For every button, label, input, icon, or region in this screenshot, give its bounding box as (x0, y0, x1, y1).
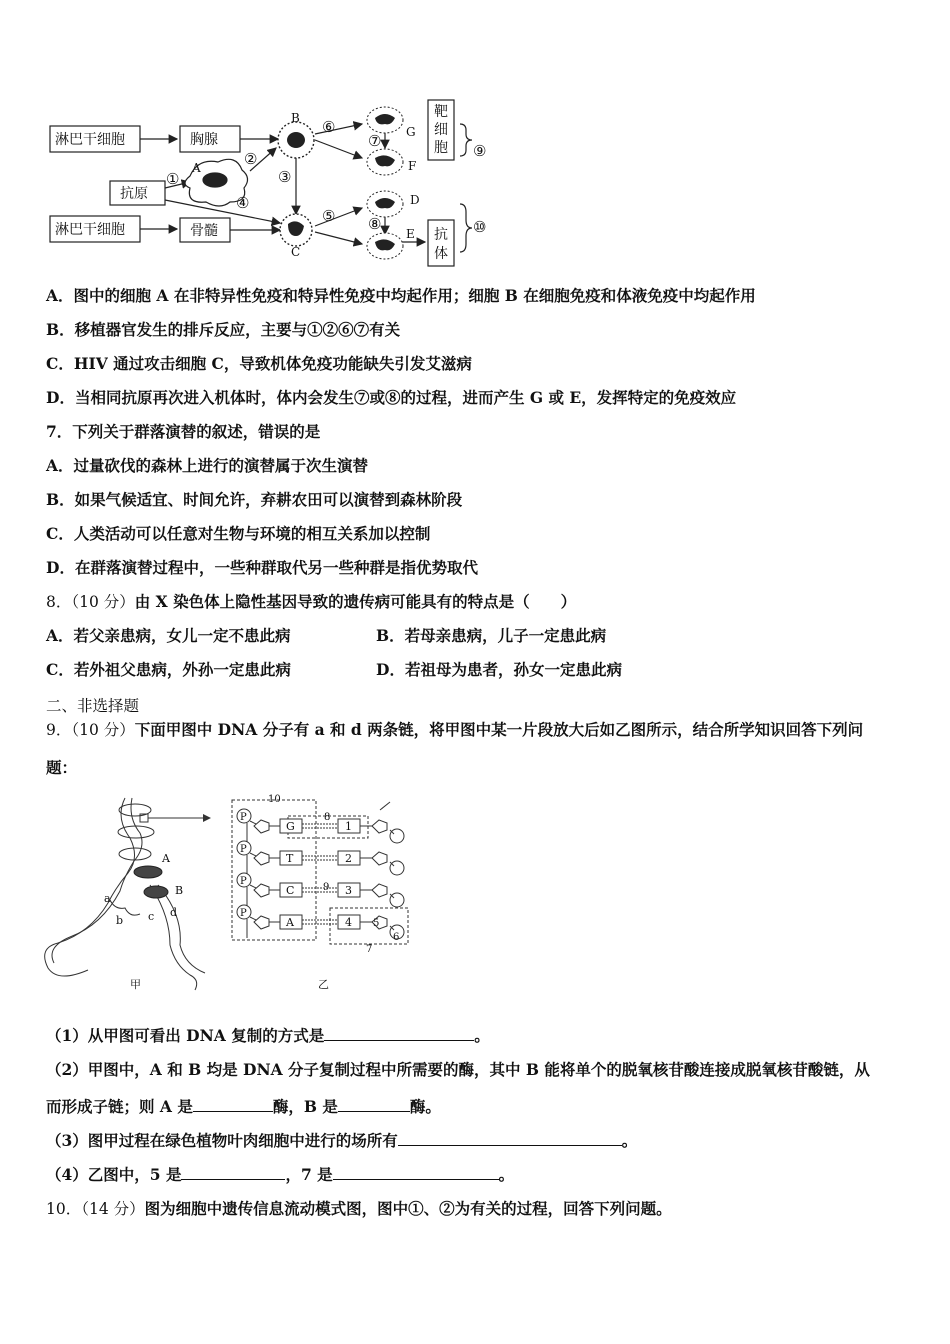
svg-text:乙: 乙 (318, 978, 329, 991)
cell-C (280, 214, 312, 246)
svg-text:⑦: ⑦ (368, 132, 382, 150)
svg-text:甲: 甲 (130, 978, 141, 991)
q9-stem-text: 下面甲图中 DNA 分子有 a 和 d 两条链，将甲图中某一片段放大后如乙图所示，结合所学知识回答下列问 (134, 720, 864, 739)
svg-text:9: 9 (323, 882, 330, 893)
base-right: 1 (345, 820, 352, 833)
answer-blank-4a[interactable] (181, 1165, 285, 1180)
q8-option-c: C．若外祖父患病，外孙一定患此病 (46, 660, 291, 679)
q10-stem (46, 1199, 672, 1219)
q6-option-a: A．图中的细胞 A 在非特异性免疫和特异性免疫中均起作用；细胞 B 在细胞免疫和体液免疫中均起作用 (46, 286, 756, 305)
svg-text:⑤: ⑤ (322, 207, 336, 225)
answer-blank-4b[interactable] (333, 1165, 499, 1180)
svg-text:⑥: ⑥ (322, 118, 336, 136)
svg-text:淋巴干细胞: 淋巴干细胞 (55, 132, 125, 148)
svg-text:淋巴干细胞: 淋巴干细胞 (55, 222, 125, 238)
q8-option-a: A．若父亲患病，女儿一定不患此病 (46, 626, 291, 645)
base-right: 2 (345, 852, 352, 865)
svg-text:B: B (291, 111, 300, 125)
q8-number: 8．（10 分） (46, 593, 135, 611)
q8-stem (46, 592, 576, 612)
svg-text:③: ③ (278, 168, 292, 186)
base-left: C (286, 884, 295, 897)
svg-text:8: 8 (324, 812, 331, 823)
answer-blank-3[interactable] (398, 1131, 622, 1146)
svg-text:抗: 抗 (434, 227, 448, 243)
svg-text:①: ① (166, 170, 180, 188)
svg-text:G: G (406, 125, 416, 139)
q8-stem-text: 由 X 染色体上隐性基因导致的遗传病可能具有的特点是（ ） (134, 592, 577, 611)
q9-part3: （3）图甲过程在绿色植物叶肉细胞中进行的场所有 。 (46, 1131, 638, 1150)
base-left: G (286, 820, 295, 833)
q10-number: 10．（14 分） (46, 1200, 145, 1218)
q9-part2-line1: （2）甲图中，A 和 B 均是 DNA 分子复制过程中所需要的酶，其中 B 能将单个的脱氧核苷酸连接成脱氧核苷酸链，从 (46, 1060, 870, 1079)
phosphate-label: P (240, 908, 247, 919)
q9-stem-line1 (46, 720, 863, 740)
nucleotide-pair-row (237, 873, 404, 907)
svg-text:靶: 靶 (434, 104, 448, 120)
q7-stem: 7．下列关于群落演替的叙述，错误的是 (46, 422, 321, 441)
svg-text:b: b (116, 914, 124, 927)
answer-blank-2b[interactable] (338, 1097, 410, 1112)
svg-text:10: 10 (268, 794, 281, 805)
dna-replication-jia (45, 798, 210, 990)
cell-B (278, 122, 314, 158)
svg-text:体: 体 (434, 246, 448, 262)
svg-text:胸腺: 胸腺 (190, 132, 218, 148)
enzyme-A (134, 866, 162, 878)
svg-text:a: a (104, 892, 111, 905)
q6-option-b: B．移植器官发生的排斥反应，主要与①②⑥⑦有关 (46, 320, 401, 339)
svg-text:抗原: 抗原 (120, 186, 148, 202)
dna-diagram (40, 790, 420, 1000)
svg-text:6: 6 (393, 932, 400, 943)
base-left: T (286, 852, 294, 865)
answer-blank-1[interactable] (324, 1026, 474, 1041)
svg-text:E: E (406, 227, 415, 241)
svg-text:D: D (410, 193, 420, 207)
q6-option-c: C．HIV 通过攻击细胞 C，导致机体免疫功能缺失引发艾滋病 (46, 354, 472, 373)
q6-option-d: D．当相同抗原再次进入机体时，体内会发生⑦或⑧的过程，进而产生 G 或 E，发挥特定的免疫效应 (46, 388, 737, 407)
q9-part4: （4）乙图中，5 是 ，7 是 。 (46, 1165, 515, 1184)
q9-part1: （1）从甲图可看出 DNA 复制的方式是 。 (46, 1026, 490, 1045)
svg-text:④: ④ (236, 194, 250, 212)
svg-text:A: A (162, 852, 170, 865)
svg-text:d: d (170, 906, 178, 919)
section-heading: 二、非选择题 (46, 697, 140, 715)
base-right: 3 (345, 884, 352, 897)
cell-D (367, 191, 403, 217)
svg-text:细: 细 (434, 122, 448, 138)
q7-option-b: B．如果气候适宜、时间允许，弃耕农田可以演替到森林阶段 (46, 490, 463, 509)
svg-text:C: C (291, 245, 301, 259)
svg-text:B: B (175, 884, 184, 897)
cell-E (367, 233, 403, 259)
cell-F (367, 149, 403, 175)
svg-text:7: 7 (366, 944, 373, 955)
q7-option-c: C．人类活动可以任意对生物与环境的相互关系加以控制 (46, 524, 431, 543)
svg-text:5: 5 (373, 918, 380, 929)
base-left: A (286, 916, 294, 929)
svg-text:⑧: ⑧ (368, 215, 382, 233)
svg-text:②: ② (244, 150, 258, 168)
svg-text:A: A (192, 161, 201, 175)
immune-diagram (40, 96, 500, 268)
nucleotide-pair-row (237, 841, 404, 875)
q9-number: 9．（10 分） (46, 721, 135, 739)
q7-option-a: A．过量砍伐的森林上进行的演替属于次生演替 (46, 456, 369, 475)
svg-text:⑩: ⑩ (473, 218, 487, 236)
q9-part2-line2: 而形成子链；则 A 是 酶，B 是 酶。 (46, 1097, 441, 1116)
base-right: 4 (345, 916, 352, 929)
q8-option-d: D．若祖母为患者，孙女一定患此病 (376, 660, 622, 679)
svg-text:F: F (408, 159, 417, 173)
svg-text:骨髓: 骨髓 (190, 223, 218, 239)
q7-option-d: D．在群落演替过程中，一些种群取代另一些种群是指优势取代 (46, 558, 478, 577)
nucleotide-pair-row (237, 809, 404, 843)
answer-blank-2a[interactable] (193, 1097, 273, 1112)
enzyme-B (144, 886, 168, 898)
svg-text:⑨: ⑨ (473, 142, 487, 160)
phosphate-label: P (240, 876, 247, 887)
cell-G (367, 107, 403, 133)
phosphate-label: P (240, 812, 247, 823)
svg-text:c: c (148, 910, 155, 923)
phosphate-label: P (240, 844, 247, 855)
svg-text:胞: 胞 (434, 140, 448, 156)
q9-stem-line2: 题： (46, 758, 78, 777)
q8-option-b: B．若母亲患病，儿子一定患此病 (376, 626, 607, 645)
q10-stem-text: 图为细胞中遗传信息流动模式图，图中①、②为有关的过程，回答下列问题。 (144, 1199, 672, 1218)
